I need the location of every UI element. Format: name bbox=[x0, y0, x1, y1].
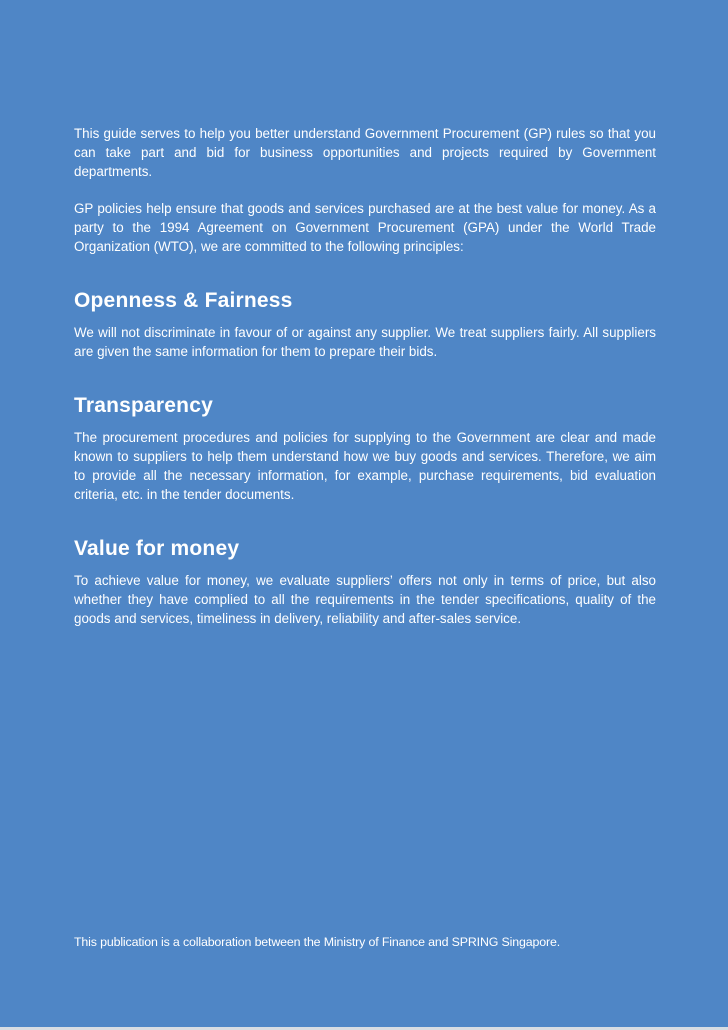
principle-openness-fairness bbox=[74, 288, 656, 361]
principle-body: To achieve value for money, we evaluate suppliers’ offers not only in terms of price, but also whether they have complied to all the requirements in the tender specifications, quality of the goods and services, timeliness in delivery, reliability and after-sales service. bbox=[74, 573, 656, 626]
intro-paragraph-1: This guide serves to help you better understand Government Procurement (GP) rules so that you can take part and bid for business opportunities and projects required by Government departments. bbox=[74, 126, 656, 179]
principle-body: The procurement procedures and policies for supplying to the Government are clear and made known to suppliers to help them understand how we buy goods and services. Therefore, we aim to provide all the necessary information, for example, purchase requirements, bid evaluation criteria, etc. in the tender documents. bbox=[74, 430, 656, 502]
principle-heading: Transparency bbox=[74, 394, 213, 417]
principle-heading: Openness & Fairness bbox=[74, 289, 293, 312]
intro-paragraph-2: GP policies help ensure that goods and services purchased are at the best value for money. As a party to the 1994 Agreement on Government Procurement (GPA) under the World Trade Organization (WTO), we are committed to the following principles: bbox=[74, 201, 656, 254]
principle-body: We will not discriminate in favour of or against any supplier. We treat suppliers fairly. All suppliers are given the same information for them to prepare their bids. bbox=[74, 325, 656, 359]
publication-footer-note: This publication is a collaboration between the Ministry of Finance and SPRING Singapore. bbox=[74, 935, 560, 949]
principle-value-for-money bbox=[74, 536, 656, 628]
principle-transparency bbox=[74, 393, 656, 504]
principle-heading: Value for money bbox=[74, 537, 240, 560]
page-content bbox=[74, 124, 656, 628]
